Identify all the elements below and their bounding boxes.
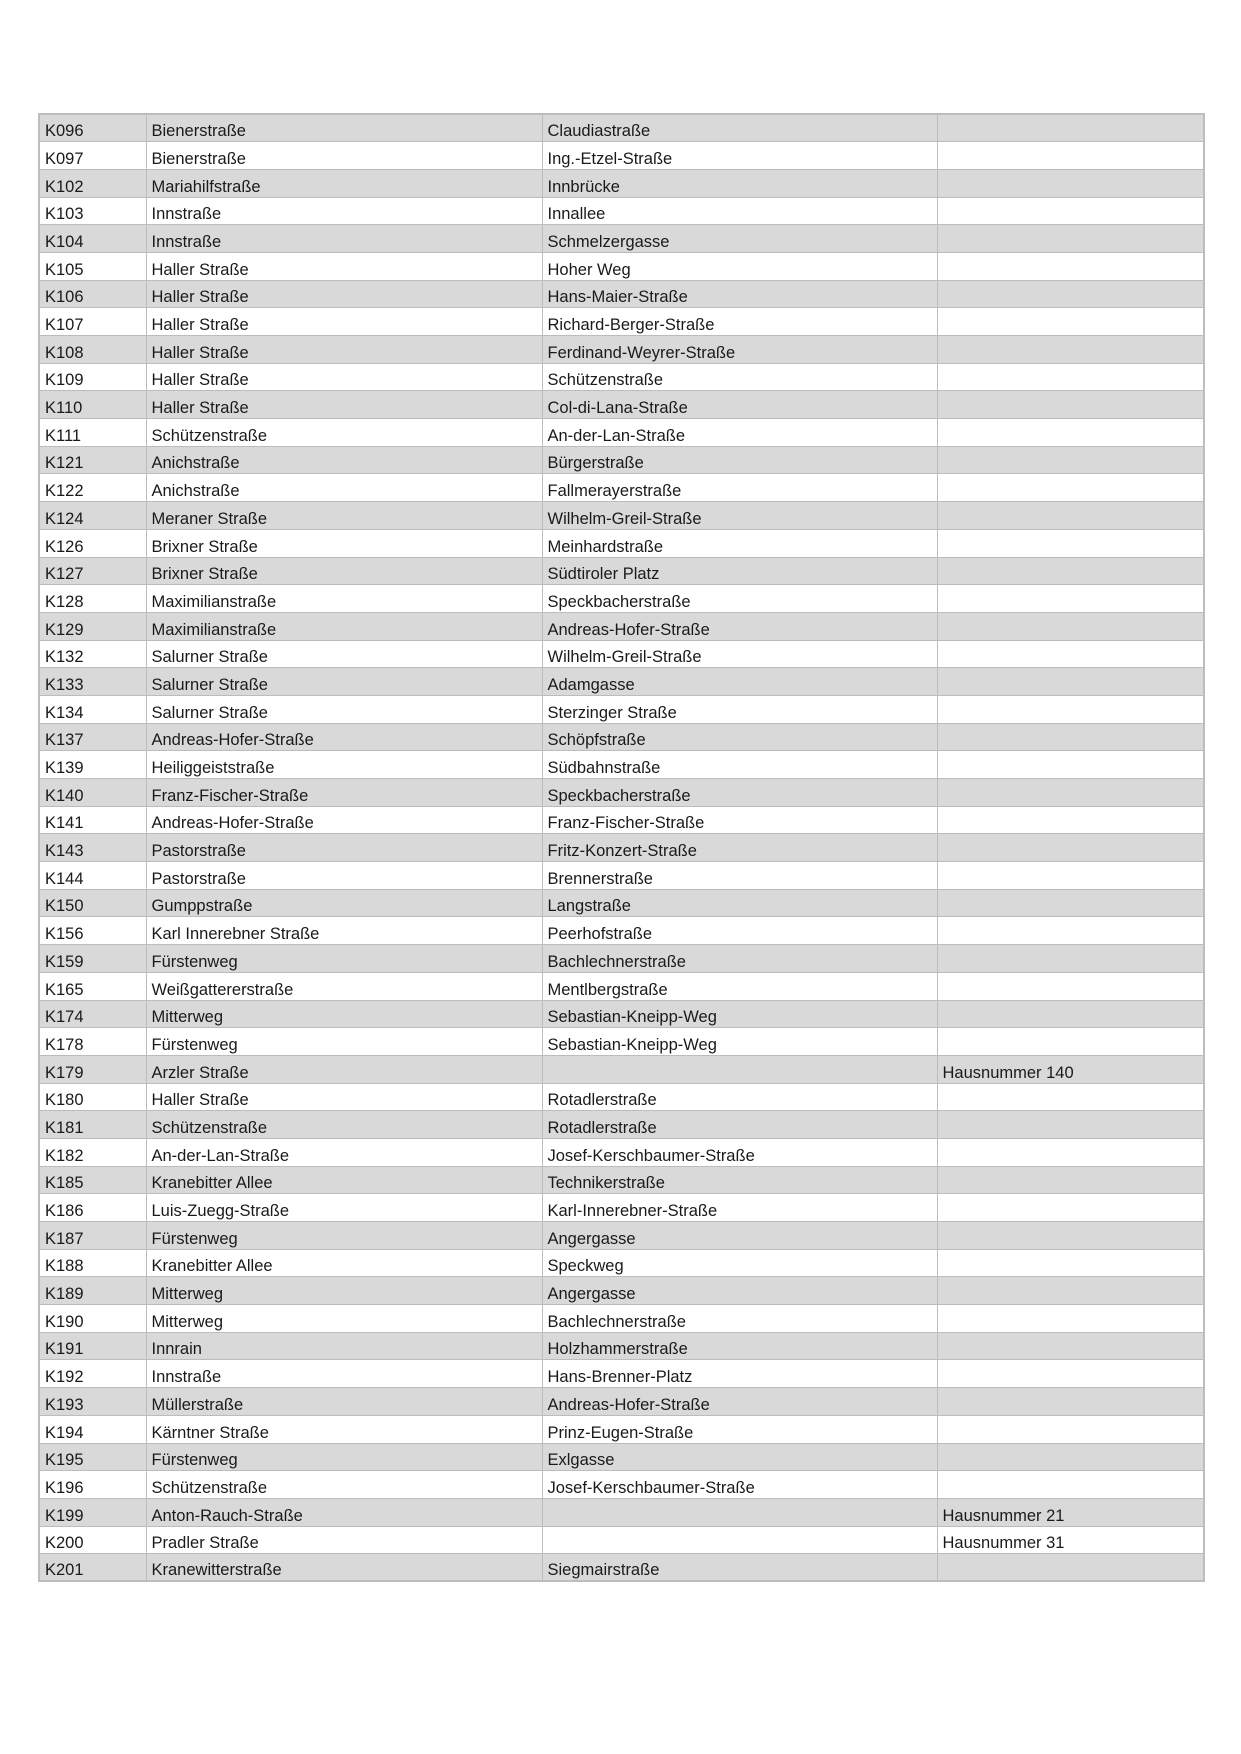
table-row bbox=[39, 1249, 1204, 1277]
cross-street-cell: Schützenstraße bbox=[542, 363, 937, 391]
cross-street-cell: Fallmerayerstraße bbox=[542, 474, 937, 502]
street-cell: Innstraße bbox=[146, 1360, 542, 1388]
cross-street-cell: Sebastian-Kneipp-Weg bbox=[542, 1028, 937, 1056]
street-cell: Gumppstraße bbox=[146, 889, 542, 917]
location-code-cell: K104 bbox=[39, 225, 146, 253]
table-row bbox=[39, 474, 1204, 502]
street-cell: Luis-Zuegg-Straße bbox=[146, 1194, 542, 1222]
street-cell: Haller Straße bbox=[146, 363, 542, 391]
table-row bbox=[39, 1138, 1204, 1166]
note-cell bbox=[937, 1083, 1204, 1111]
cross-street-cell: Siegmairstraße bbox=[542, 1554, 937, 1582]
note-cell bbox=[937, 917, 1204, 945]
street-cell: Anichstraße bbox=[146, 446, 542, 474]
note-cell bbox=[937, 806, 1204, 834]
note-cell bbox=[937, 779, 1204, 807]
note-cell bbox=[937, 1222, 1204, 1250]
cross-street-cell bbox=[542, 1055, 937, 1083]
location-code-cell: K121 bbox=[39, 446, 146, 474]
table-row bbox=[39, 446, 1204, 474]
table-row bbox=[39, 972, 1204, 1000]
table-row bbox=[39, 862, 1204, 890]
table-row bbox=[39, 585, 1204, 613]
location-code-cell: K139 bbox=[39, 751, 146, 779]
location-code-cell: K134 bbox=[39, 695, 146, 723]
note-cell bbox=[937, 252, 1204, 280]
note-cell bbox=[937, 1554, 1204, 1582]
location-code-cell: K107 bbox=[39, 308, 146, 336]
note-cell bbox=[937, 529, 1204, 557]
cross-street-cell: Technikerstraße bbox=[542, 1166, 937, 1194]
cross-street-cell: Fritz-Konzert-Straße bbox=[542, 834, 937, 862]
note-cell bbox=[937, 225, 1204, 253]
note-cell bbox=[937, 1277, 1204, 1305]
street-cell: Anichstraße bbox=[146, 474, 542, 502]
street-cell: Müllerstraße bbox=[146, 1388, 542, 1416]
note-cell bbox=[937, 585, 1204, 613]
location-code-cell: K201 bbox=[39, 1554, 146, 1582]
cross-street-cell: Speckweg bbox=[542, 1249, 937, 1277]
note-cell bbox=[937, 1138, 1204, 1166]
note-cell bbox=[937, 1249, 1204, 1277]
table-row bbox=[39, 834, 1204, 862]
location-code-cell: K165 bbox=[39, 972, 146, 1000]
table-row bbox=[39, 640, 1204, 668]
cross-street-cell: Peerhofstraße bbox=[542, 917, 937, 945]
table-row bbox=[39, 1166, 1204, 1194]
note-cell bbox=[937, 363, 1204, 391]
location-code-cell: K187 bbox=[39, 1222, 146, 1250]
location-code-cell: K128 bbox=[39, 585, 146, 613]
note-cell: Hausnummer 31 bbox=[937, 1526, 1204, 1554]
note-cell bbox=[937, 169, 1204, 197]
street-cell: Mariahilfstraße bbox=[146, 169, 542, 197]
cross-street-cell: Rotadlerstraße bbox=[542, 1083, 937, 1111]
street-cell: Andreas-Hofer-Straße bbox=[146, 806, 542, 834]
location-code-cell: K174 bbox=[39, 1000, 146, 1028]
street-cell: Fürstenweg bbox=[146, 1222, 542, 1250]
street-cell: Bienerstraße bbox=[146, 114, 542, 142]
table-row bbox=[39, 225, 1204, 253]
table-row bbox=[39, 1055, 1204, 1083]
note-cell bbox=[937, 1332, 1204, 1360]
cross-street-cell: Meinhardstraße bbox=[542, 529, 937, 557]
location-code-cell: K194 bbox=[39, 1415, 146, 1443]
location-code-cell: K105 bbox=[39, 252, 146, 280]
note-cell bbox=[937, 1000, 1204, 1028]
street-cell: Heiliggeiststraße bbox=[146, 751, 542, 779]
table-row bbox=[39, 1471, 1204, 1499]
location-code-cell: K132 bbox=[39, 640, 146, 668]
cross-street-cell: An-der-Lan-Straße bbox=[542, 419, 937, 447]
location-code-cell: K196 bbox=[39, 1471, 146, 1499]
table-row bbox=[39, 557, 1204, 585]
note-cell bbox=[937, 1028, 1204, 1056]
note-cell: Hausnummer 21 bbox=[937, 1498, 1204, 1526]
street-cell: Anton-Rauch-Straße bbox=[146, 1498, 542, 1526]
street-cell: Salurner Straße bbox=[146, 640, 542, 668]
cross-street-cell: Angergasse bbox=[542, 1222, 937, 1250]
cross-street-cell: Sebastian-Kneipp-Weg bbox=[542, 1000, 937, 1028]
location-code-cell: K182 bbox=[39, 1138, 146, 1166]
table-row bbox=[39, 612, 1204, 640]
cross-street-cell: Speckbacherstraße bbox=[542, 779, 937, 807]
street-cell: Innstraße bbox=[146, 197, 542, 225]
cross-street-cell: Exlgasse bbox=[542, 1443, 937, 1471]
location-code-cell: K141 bbox=[39, 806, 146, 834]
table-row bbox=[39, 308, 1204, 336]
cross-street-cell: Holzhammerstraße bbox=[542, 1332, 937, 1360]
location-code-cell: K122 bbox=[39, 474, 146, 502]
location-code-cell: K102 bbox=[39, 169, 146, 197]
street-cell: An-der-Lan-Straße bbox=[146, 1138, 542, 1166]
cross-street-cell: Hans-Maier-Straße bbox=[542, 280, 937, 308]
street-cell: Andreas-Hofer-Straße bbox=[146, 723, 542, 751]
note-cell bbox=[937, 391, 1204, 419]
cross-street-cell: Ing.-Etzel-Straße bbox=[542, 142, 937, 170]
cross-street-cell: Schmelzergasse bbox=[542, 225, 937, 253]
street-cell: Mitterweg bbox=[146, 1000, 542, 1028]
cross-street-cell: Andreas-Hofer-Straße bbox=[542, 612, 937, 640]
location-code-cell: K195 bbox=[39, 1443, 146, 1471]
table-row bbox=[39, 1000, 1204, 1028]
cross-street-cell bbox=[542, 1498, 937, 1526]
table-row bbox=[39, 363, 1204, 391]
street-cell: Mitterweg bbox=[146, 1277, 542, 1305]
street-cell: Pradler Straße bbox=[146, 1526, 542, 1554]
note-cell bbox=[937, 889, 1204, 917]
note-cell bbox=[937, 474, 1204, 502]
table-row bbox=[39, 779, 1204, 807]
location-code-cell: K140 bbox=[39, 779, 146, 807]
street-cell: Maximilianstraße bbox=[146, 612, 542, 640]
table-row bbox=[39, 529, 1204, 557]
note-cell bbox=[937, 1166, 1204, 1194]
note-cell bbox=[937, 1471, 1204, 1499]
table-row bbox=[39, 1332, 1204, 1360]
note-cell bbox=[937, 1305, 1204, 1333]
street-cell: Schützenstraße bbox=[146, 1471, 542, 1499]
location-code-cell: K106 bbox=[39, 280, 146, 308]
location-code-cell: K159 bbox=[39, 945, 146, 973]
street-cell: Schützenstraße bbox=[146, 1111, 542, 1139]
note-cell: Hausnummer 140 bbox=[937, 1055, 1204, 1083]
cross-street-cell: Bachlechnerstraße bbox=[542, 945, 937, 973]
location-code-cell: K133 bbox=[39, 668, 146, 696]
cross-street-cell: Adamgasse bbox=[542, 668, 937, 696]
cross-street-cell: Josef-Kerschbaumer-Straße bbox=[542, 1471, 937, 1499]
note-cell bbox=[937, 1111, 1204, 1139]
location-code-cell: K109 bbox=[39, 363, 146, 391]
cross-street-cell: Hans-Brenner-Platz bbox=[542, 1360, 937, 1388]
note-cell bbox=[937, 308, 1204, 336]
table-row bbox=[39, 806, 1204, 834]
table-row bbox=[39, 1277, 1204, 1305]
table-row bbox=[39, 419, 1204, 447]
street-cell: Pastorstraße bbox=[146, 834, 542, 862]
street-cell: Kärntner Straße bbox=[146, 1415, 542, 1443]
cross-street-cell: Claudiastraße bbox=[542, 114, 937, 142]
street-cell: Innstraße bbox=[146, 225, 542, 253]
location-code-cell: K200 bbox=[39, 1526, 146, 1554]
street-cell: Arzler Straße bbox=[146, 1055, 542, 1083]
location-code-cell: K189 bbox=[39, 1277, 146, 1305]
table-row bbox=[39, 336, 1204, 364]
table-row bbox=[39, 169, 1204, 197]
street-cell: Kranebitter Allee bbox=[146, 1249, 542, 1277]
cross-street-cell: Sterzinger Straße bbox=[542, 695, 937, 723]
note-cell bbox=[937, 668, 1204, 696]
note-cell bbox=[937, 1443, 1204, 1471]
location-code-cell: K110 bbox=[39, 391, 146, 419]
location-code-cell: K193 bbox=[39, 1388, 146, 1416]
cross-street-cell: Prinz-Eugen-Straße bbox=[542, 1415, 937, 1443]
intersection-table bbox=[38, 113, 1205, 1582]
note-cell bbox=[937, 1415, 1204, 1443]
table-row bbox=[39, 1526, 1204, 1554]
cross-street-cell: Richard-Berger-Straße bbox=[542, 308, 937, 336]
note-cell bbox=[937, 1194, 1204, 1222]
note-cell bbox=[937, 1360, 1204, 1388]
table-row bbox=[39, 889, 1204, 917]
table-row bbox=[39, 723, 1204, 751]
location-code-cell: K188 bbox=[39, 1249, 146, 1277]
note-cell bbox=[937, 419, 1204, 447]
note-cell bbox=[937, 834, 1204, 862]
street-cell: Haller Straße bbox=[146, 1083, 542, 1111]
table-row bbox=[39, 945, 1204, 973]
location-code-cell: K108 bbox=[39, 336, 146, 364]
street-cell: Mitterweg bbox=[146, 1305, 542, 1333]
table-row bbox=[39, 197, 1204, 225]
cross-street-cell: Wilhelm-Greil-Straße bbox=[542, 640, 937, 668]
table-row bbox=[39, 1388, 1204, 1416]
location-code-cell: K143 bbox=[39, 834, 146, 862]
note-cell bbox=[937, 695, 1204, 723]
street-cell: Pastorstraße bbox=[146, 862, 542, 890]
note-cell bbox=[937, 336, 1204, 364]
location-code-cell: K124 bbox=[39, 502, 146, 530]
street-cell: Franz-Fischer-Straße bbox=[146, 779, 542, 807]
location-code-cell: K127 bbox=[39, 557, 146, 585]
location-code-cell: K180 bbox=[39, 1083, 146, 1111]
table-row bbox=[39, 1083, 1204, 1111]
street-cell: Haller Straße bbox=[146, 252, 542, 280]
street-cell: Bienerstraße bbox=[146, 142, 542, 170]
table-row bbox=[39, 1111, 1204, 1139]
street-cell: Meraner Straße bbox=[146, 502, 542, 530]
cross-street-cell: Wilhelm-Greil-Straße bbox=[542, 502, 937, 530]
street-cell: Brixner Straße bbox=[146, 557, 542, 585]
cross-street-cell: Brennerstraße bbox=[542, 862, 937, 890]
note-cell bbox=[937, 502, 1204, 530]
table-row bbox=[39, 1443, 1204, 1471]
note-cell bbox=[937, 751, 1204, 779]
location-code-cell: K144 bbox=[39, 862, 146, 890]
table-row bbox=[39, 114, 1204, 142]
note-cell bbox=[937, 612, 1204, 640]
cross-street-cell: Innbrücke bbox=[542, 169, 937, 197]
cross-street-cell: Südtiroler Platz bbox=[542, 557, 937, 585]
table-row bbox=[39, 668, 1204, 696]
street-cell: Brixner Straße bbox=[146, 529, 542, 557]
note-cell bbox=[937, 142, 1204, 170]
table-row bbox=[39, 1305, 1204, 1333]
cross-street-cell: Schöpfstraße bbox=[542, 723, 937, 751]
cross-street-cell: Josef-Kerschbaumer-Straße bbox=[542, 1138, 937, 1166]
table-row bbox=[39, 502, 1204, 530]
table-body bbox=[39, 114, 1204, 1581]
note-cell bbox=[937, 446, 1204, 474]
cross-street-cell: Bachlechnerstraße bbox=[542, 1305, 937, 1333]
location-code-cell: K181 bbox=[39, 1111, 146, 1139]
location-code-cell: K156 bbox=[39, 917, 146, 945]
cross-street-cell: Angergasse bbox=[542, 1277, 937, 1305]
cross-street-cell bbox=[542, 1526, 937, 1554]
street-cell: Fürstenweg bbox=[146, 1028, 542, 1056]
table-row bbox=[39, 1498, 1204, 1526]
location-code-cell: K178 bbox=[39, 1028, 146, 1056]
note-cell bbox=[937, 972, 1204, 1000]
cross-street-cell: Mentlbergstraße bbox=[542, 972, 937, 1000]
table-row bbox=[39, 252, 1204, 280]
table-row bbox=[39, 391, 1204, 419]
location-code-cell: K129 bbox=[39, 612, 146, 640]
location-code-cell: K150 bbox=[39, 889, 146, 917]
street-cell: Weißgattererstraße bbox=[146, 972, 542, 1000]
note-cell bbox=[937, 1388, 1204, 1416]
table-row bbox=[39, 1028, 1204, 1056]
cross-street-cell: Andreas-Hofer-Straße bbox=[542, 1388, 937, 1416]
location-code-cell: K103 bbox=[39, 197, 146, 225]
note-cell bbox=[937, 862, 1204, 890]
location-code-cell: K191 bbox=[39, 1332, 146, 1360]
cross-street-cell: Karl-Innerebner-Straße bbox=[542, 1194, 937, 1222]
cross-street-cell: Speckbacherstraße bbox=[542, 585, 937, 613]
note-cell bbox=[937, 557, 1204, 585]
street-cell: Kranewitterstraße bbox=[146, 1554, 542, 1582]
table-row bbox=[39, 751, 1204, 779]
note-cell bbox=[937, 723, 1204, 751]
note-cell bbox=[937, 280, 1204, 308]
table-row bbox=[39, 917, 1204, 945]
street-cell: Karl Innerebner Straße bbox=[146, 917, 542, 945]
table-row bbox=[39, 1194, 1204, 1222]
street-cell: Kranebitter Allee bbox=[146, 1166, 542, 1194]
location-code-cell: K199 bbox=[39, 1498, 146, 1526]
location-code-cell: K096 bbox=[39, 114, 146, 142]
location-code-cell: K097 bbox=[39, 142, 146, 170]
table-row bbox=[39, 1554, 1204, 1582]
cross-street-cell: Bürgerstraße bbox=[542, 446, 937, 474]
table-row bbox=[39, 280, 1204, 308]
location-code-cell: K137 bbox=[39, 723, 146, 751]
table-row bbox=[39, 1222, 1204, 1250]
location-code-cell: K186 bbox=[39, 1194, 146, 1222]
table-row bbox=[39, 1360, 1204, 1388]
street-cell: Haller Straße bbox=[146, 336, 542, 364]
note-cell bbox=[937, 640, 1204, 668]
cross-street-cell: Rotadlerstraße bbox=[542, 1111, 937, 1139]
table-row bbox=[39, 142, 1204, 170]
location-code-cell: K111 bbox=[39, 419, 146, 447]
street-cell: Haller Straße bbox=[146, 280, 542, 308]
street-cell: Haller Straße bbox=[146, 391, 542, 419]
street-cell: Fürstenweg bbox=[146, 1443, 542, 1471]
cross-street-cell: Col-di-Lana-Straße bbox=[542, 391, 937, 419]
street-cell: Fürstenweg bbox=[146, 945, 542, 973]
location-code-cell: K126 bbox=[39, 529, 146, 557]
street-cell: Salurner Straße bbox=[146, 668, 542, 696]
note-cell bbox=[937, 945, 1204, 973]
location-code-cell: K185 bbox=[39, 1166, 146, 1194]
street-cell: Schützenstraße bbox=[146, 419, 542, 447]
location-code-cell: K192 bbox=[39, 1360, 146, 1388]
cross-street-cell: Langstraße bbox=[542, 889, 937, 917]
table-row bbox=[39, 695, 1204, 723]
location-code-cell: K179 bbox=[39, 1055, 146, 1083]
cross-street-cell: Hoher Weg bbox=[542, 252, 937, 280]
table-row bbox=[39, 1415, 1204, 1443]
cross-street-cell: Ferdinand-Weyrer-Straße bbox=[542, 336, 937, 364]
note-cell bbox=[937, 114, 1204, 142]
street-cell: Maximilianstraße bbox=[146, 585, 542, 613]
street-cell: Innrain bbox=[146, 1332, 542, 1360]
location-code-cell: K190 bbox=[39, 1305, 146, 1333]
street-cell: Haller Straße bbox=[146, 308, 542, 336]
note-cell bbox=[937, 197, 1204, 225]
street-cell: Salurner Straße bbox=[146, 695, 542, 723]
cross-street-cell: Franz-Fischer-Straße bbox=[542, 806, 937, 834]
cross-street-cell: Innallee bbox=[542, 197, 937, 225]
cross-street-cell: Südbahnstraße bbox=[542, 751, 937, 779]
